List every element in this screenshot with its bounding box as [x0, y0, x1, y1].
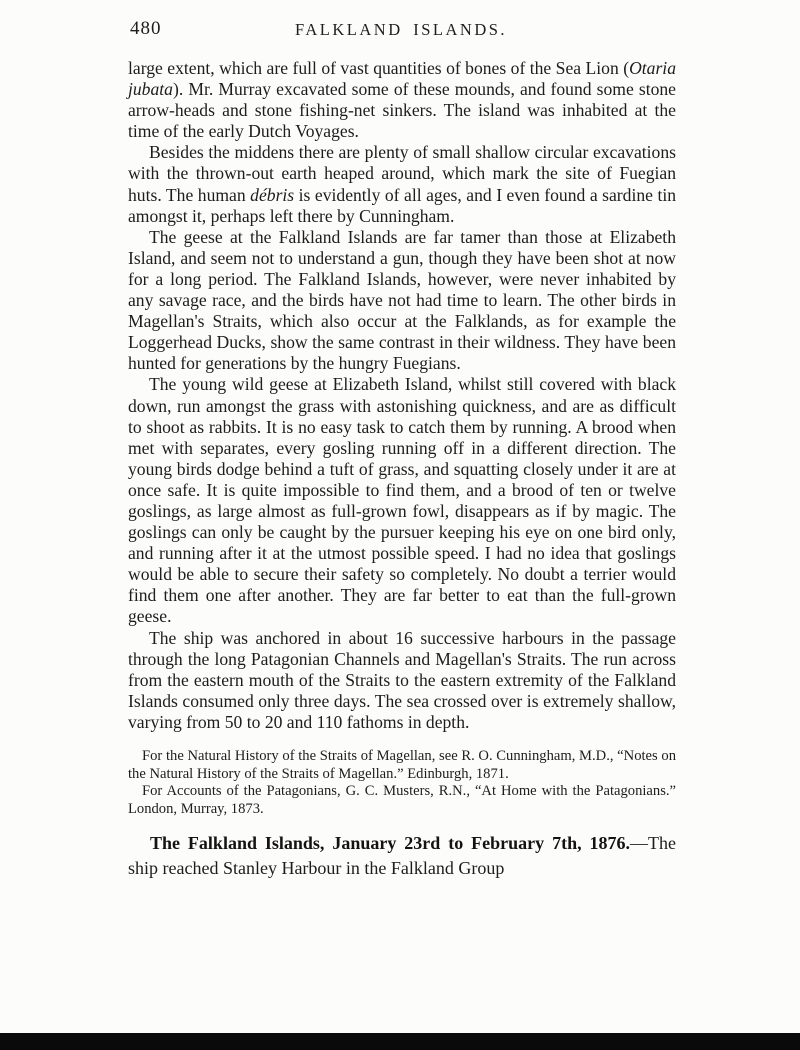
paragraph-1-text: large extent, which are full of vast quantities of bones of the Sea Lion (: [128, 58, 630, 78]
paragraph-1-text-cont: ). Mr. Murray excavated some of these mounds, and found some stone arrow-heads and stone fishing-net sinkers. The island was inhabited at the time of the early Dutch Voyages.: [128, 79, 676, 142]
body-text: [128, 58, 676, 880]
footnote-1: For the Natural History of the Straits of Magellan, see R. O. Cunningham, M.D., “Notes on the Natural History of the Straits of Magellan.” Edinburgh, 1871.: [128, 748, 676, 782]
paragraph-1: [128, 58, 676, 142]
running-title: FALKLAND ISLANDS.: [294, 20, 508, 39]
species-name-italic: Otaria jubata: [128, 58, 676, 100]
debris-italic: débris: [250, 184, 295, 205]
footnotes-block: [128, 748, 676, 818]
footnote-2: For Accounts of the Patagonians, G. C. Musters, R.N., “At Home with the Patagonians.” London, Murray, 1873.: [128, 783, 676, 817]
section-start-paragraph: [128, 831, 676, 880]
paragraph-3: The geese at the Falkland Islands are far tamer than those at Elizabeth Island, and seem not to understand a gun, though they have been shot at now for a long period. The Falkland Islands, however, were never inhabited by any savage race, and the birds have not had time to learn. The other birds in Magellan's Straits, which also occur at the Falklands, as for example the Loggerhead Ducks, show the same contrast in their wildness. They have been hunted for generations by the hungry Fuegians.: [128, 226, 676, 374]
paragraph-4: The young wild geese at Elizabeth Island, whilst still covered with black down, run amongst the grass with astonishing quickness, and are as difficult to shoot as rabbits. It is no easy task to catch them by running. A brood when met with separates, every gosling running off in a different direction. The young birds dodge behind a tuft of grass, and squatting closely under it are at once safe. It is quite impossible to find them, and a brood of ten or twelve goslings, as large almost as full-grown fowl, disappears as if by magic. The goslings can only be caught by the pursuer keeping his eye on one bird only, and running after it at the utmost possible speed. I had no idea that goslings would be able to secure their safety so completely. No doubt a terrier would find them one after another. They are far better to eat than the full-grown geese.: [128, 374, 676, 627]
page-number: 480: [130, 18, 162, 39]
paragraph-2-text-cont: is evidently of all ages, and I even found a sardine tin amongst it, perhaps left there by Cunningham.: [128, 184, 677, 226]
section-heading: The Falkland Islands, January 23rd to February 7th, 1876.: [150, 833, 631, 854]
page-header: [128, 18, 674, 44]
paragraph-5: The ship was anchored in about 16 successive harbours in the passage through the long Patagonian Channels and Magellan's Straits. The run across from the eastern mouth of the Straits to the eastern extremity of the Falkland Islands consumed only three days. The sea crossed over is extremely shallow, varying from 50 to 20 and 110 fathoms in depth.: [128, 627, 676, 732]
paragraph-2: [128, 142, 676, 226]
scan-edge-bar: [0, 1033, 800, 1050]
section-opening-text: —The ship reached Stanley Harbour in the Falkland Group: [128, 833, 676, 878]
paragraph-2-text: Besides the middens there are plenty of small shallow circular excavations with the thrown-out earth heaped around, which mark the site of Fuegian huts. The human: [128, 142, 676, 205]
